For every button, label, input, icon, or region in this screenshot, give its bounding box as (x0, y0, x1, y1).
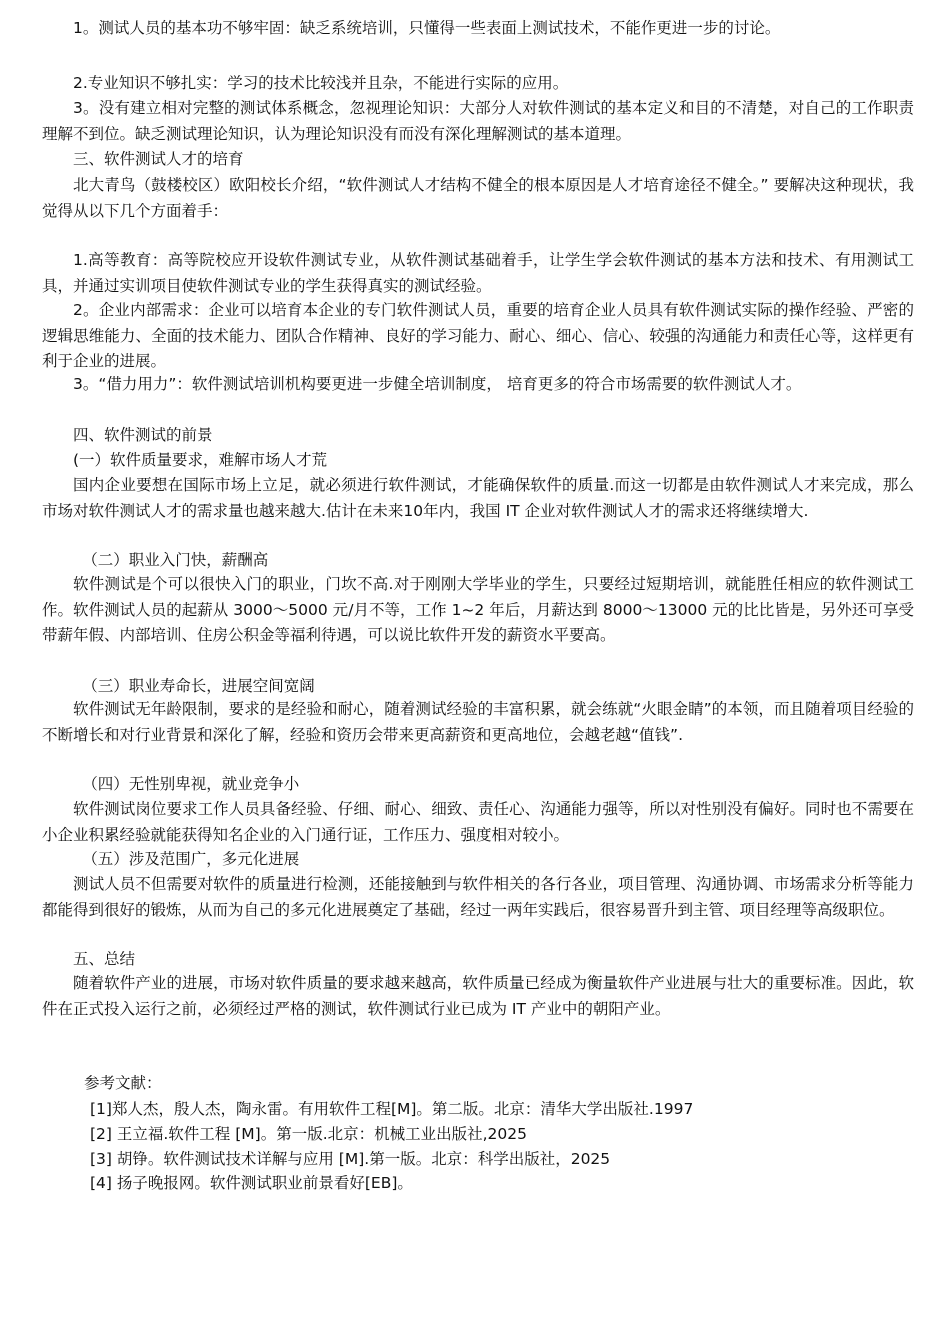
paragraph: 1.高等教育：高等院校应开设软件测试专业，从软件测试基础着手，让学生学会软件测试的基本方法和技术、有用测试工具，并通过实训项目使软件测试专业的学生获得真实的测试经验。 (42, 251, 914, 295)
reference-item: [4] 扬子晚报网。软件测试职业前景看好[EB]。 (90, 1174, 413, 1192)
subsection-heading: （二）职业入门快，薪酬高 (82, 551, 269, 569)
paragraph: 2.专业知识不够扎实：学习的技术比较浅并且杂，不能进行实际的应用。 (73, 74, 569, 92)
paragraph: 北大青鸟（鼓楼校区）欧阳校长介绍，“软件测试人才结构不健全的根本原因是人才培育途径不健全。” 要解决这种现状，我觉得从以下几个方面着手： (42, 176, 914, 220)
subsection-heading: （五）涉及范围广，多元化进展 (82, 850, 300, 868)
reference-item: [3] 胡铮。软件测试技术详解与应用 [M].第一版。北京：科学出版社，2025 (90, 1150, 611, 1168)
subsection-heading: (一）软件质量要求，难解市场人才荒 (73, 451, 328, 469)
reference-item: [2] 王立福.软件工程 [M]。第一版.北京：机械工业出版社,2025 (90, 1125, 528, 1143)
paragraph: 软件测试无年龄限制，要求的是经验和耐心，随着测试经验的丰富积累，就会练就“火眼金睛”的本领，而且随着项目经验的不断增长和对行业背景和深化了解，经验和资历会带来更高薪资和更高地位，会越老越“值钱”. (42, 700, 914, 744)
paragraph: 3。没有建立相对完整的测试体系概念，忽视理论知识：大部分人对软件测试的基本定义和目的不清楚，对自己的工作职责理解不到位。缺乏测试理论知识，认为理论知识没有而没有深化理解测试的基本道理。 (42, 99, 914, 143)
paragraph: 软件测试岗位要求工作人员具备经验、仔细、耐心、细致、责任心、沟通能力强等，所以对性别没有偏好。同时也不需要在小企业积累经验就能获得知名企业的入门通行证，工作压力、强度相对较小。 (42, 800, 914, 844)
paragraph: 1。测试人员的基本功不够牢固：缺乏系统培训，只懂得一些表面上测试技术，不能作更进一步的讨论。 (73, 19, 781, 37)
paragraph: 3。“借力用力”：软件测试培训机构要更进一步健全培训制度， 培育更多的符合市场需要的软件测试人才。 (73, 375, 802, 393)
section-heading: 五、总结 (73, 950, 136, 968)
section-heading: 四、软件测试的前景 (73, 426, 213, 444)
references-title: 参考文献： (84, 1074, 162, 1092)
subsection-heading: （三）职业寿命长，进展空间宽阔 (82, 677, 315, 695)
section-heading: 三、软件测试人才的培育 (73, 150, 244, 168)
paragraph: 随着软件产业的进展，市场对软件质量的要求越来越高，软件质量已经成为衡量软件产业进展与壮大的重要标准。因此，软件在正式投入运行之前，必须经过严格的测试，软件测试行业已成为 IT 产业中的朝阳产业。 (42, 974, 914, 1018)
paragraph: 测试人员不但需要对软件的质量进行检测，还能接触到与软件相关的各行各业，项目管理、沟通协调、市场需求分析等能力都能得到很好的锻炼，从而为自己的多元化进展奠定了基础，经过一两年实践后，很容易晋升到主管、项目经理等高级职位。 (42, 875, 914, 919)
paragraph: 国内企业要想在国际市场上立足，就必须进行软件测试，才能确保软件的质量.而这一切都是由软件测试人才来完成，那么市场对软件测试人才的需求量也越来越大.估计在未来10年内，我国 IT 企业对软件测试人才的需求还将继续增大. (42, 476, 914, 520)
paragraph: 软件测试是个可以很快入门的职业，门坎不高.对于刚刚大学毕业的学生，只要经过短期培训，就能胜任相应的软件测试工作。软件测试人员的起薪从 3000～5000 元/月不等，工作 1~2 年后，月薪达到 8000～13000 元的比比皆是，另外还可享受带薪年假、内部培训、住房公积金等福利待遇，可以说比软件开发的薪资水平要高。 (42, 575, 914, 645)
reference-item: [1]郑人杰，殷人杰，陶永雷。有用软件工程[M]。第二版。北京：清华大学出版社.1997 (90, 1100, 694, 1118)
paragraph: 2。企业内部需求：企业可以培育本企业的专门软件测试人员，重要的培育企业人员具有软件测试实际的操作经验、严密的逻辑思维能力、全面的技术能力、团队合作精神、良好的学习能力、耐心、细心、信心、较强的沟通能力和责任心等，这样更有利于企业的进展。 (42, 301, 914, 371)
subsection-heading: （四）无性别卑视，就业竞争小 (82, 775, 300, 793)
